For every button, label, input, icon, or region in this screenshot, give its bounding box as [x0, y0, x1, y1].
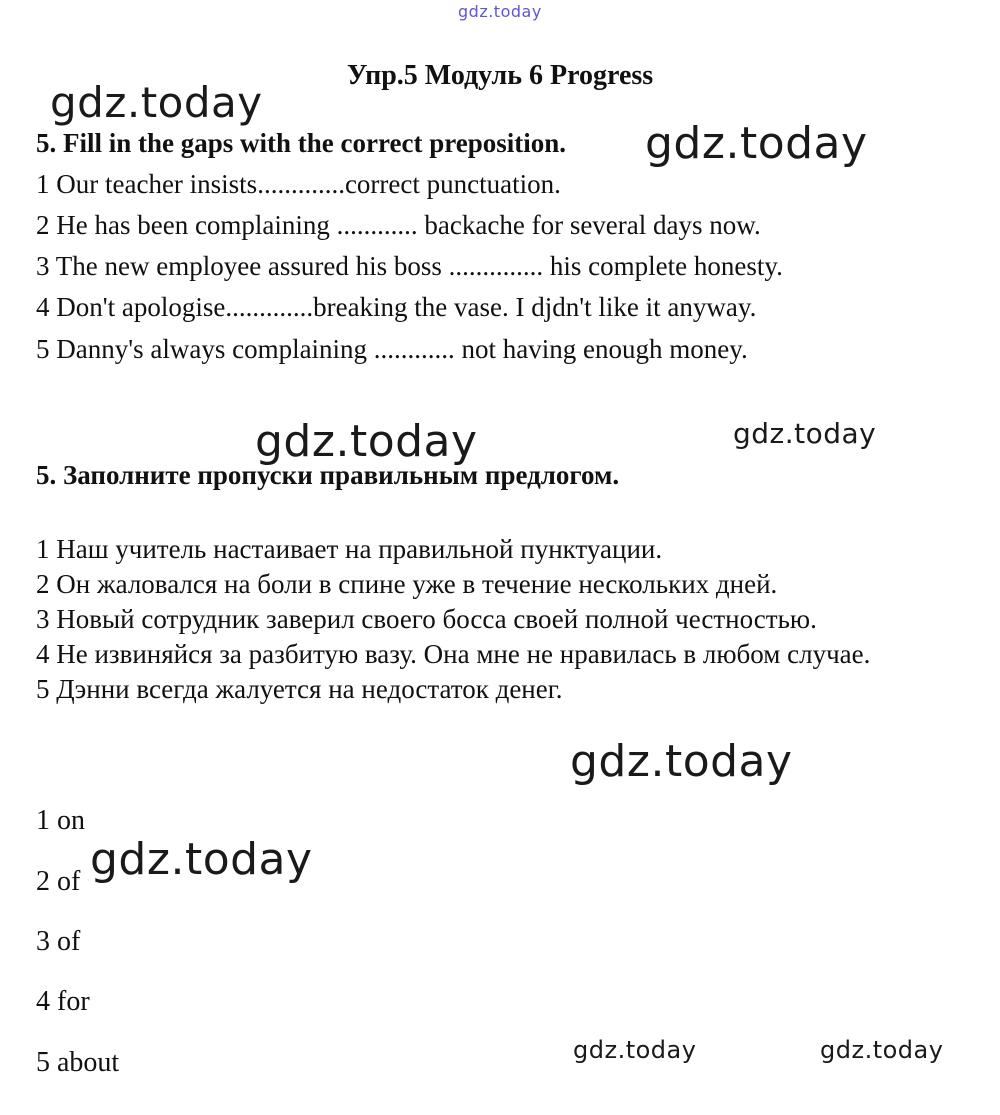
translation-sentence: 2 Он жаловался на боли в спине уже в течение нескольких дней.	[36, 569, 778, 599]
watermark-top: gdz.today	[458, 2, 542, 21]
exercise-heading-ru: 5. Заполните пропуски правильным предлогом.	[36, 460, 620, 490]
watermark: gdz.today	[570, 736, 793, 787]
exercise-heading-en: 5. Fill in the gaps with the correct preposition.	[36, 128, 566, 158]
answer-item: 4 for	[36, 986, 90, 1017]
page-title: Упр.5 Модуль 6 Progress	[346, 60, 654, 91]
watermark: gdz.today	[645, 118, 868, 169]
answer-item: 1 on	[36, 805, 85, 836]
translation-sentence: 1 Наш учитель настаивает на правильной пунктуации.	[36, 534, 663, 564]
translation-sentence: 4 Не извиняйся за разбитую вазу. Она мне не нравилась в любом случае.	[36, 639, 871, 669]
exercise-sentence-en: 5 Danny's always complaining ............ not having enough money.	[36, 334, 748, 364]
exercise-sentence-en: 1 Our teacher insists.............correct punctuation.	[36, 169, 561, 199]
answer-item: 5 about	[36, 1047, 120, 1078]
watermark: gdz.today	[90, 834, 313, 885]
watermark: gdz.today	[820, 1036, 944, 1064]
exercise-sentence-en: 3 The new employee assured his boss .............. his complete honesty.	[36, 251, 783, 281]
watermark: gdz.today	[733, 417, 877, 450]
translation-block	[36, 532, 946, 707]
watermark: gdz.today	[255, 416, 478, 467]
watermark: gdz.today	[50, 78, 263, 127]
watermark: gdz.today	[573, 1036, 697, 1064]
answer-item: 3 of	[36, 926, 81, 957]
translation-sentence: 3 Новый сотрудник заверил своего босса своей полной честностью.	[36, 604, 817, 634]
exercise-sentence-en: 2 He has been complaining ............ backache for several days now.	[36, 210, 761, 240]
translation-sentence: 5 Дэнни всегда жалуется на недостаток денег.	[36, 674, 563, 704]
exercise-sentence-en: 4 Don't apologise.............breaking the vase. I djdn't like it anyway.	[36, 292, 757, 322]
answer-item: 2 of	[36, 866, 81, 897]
